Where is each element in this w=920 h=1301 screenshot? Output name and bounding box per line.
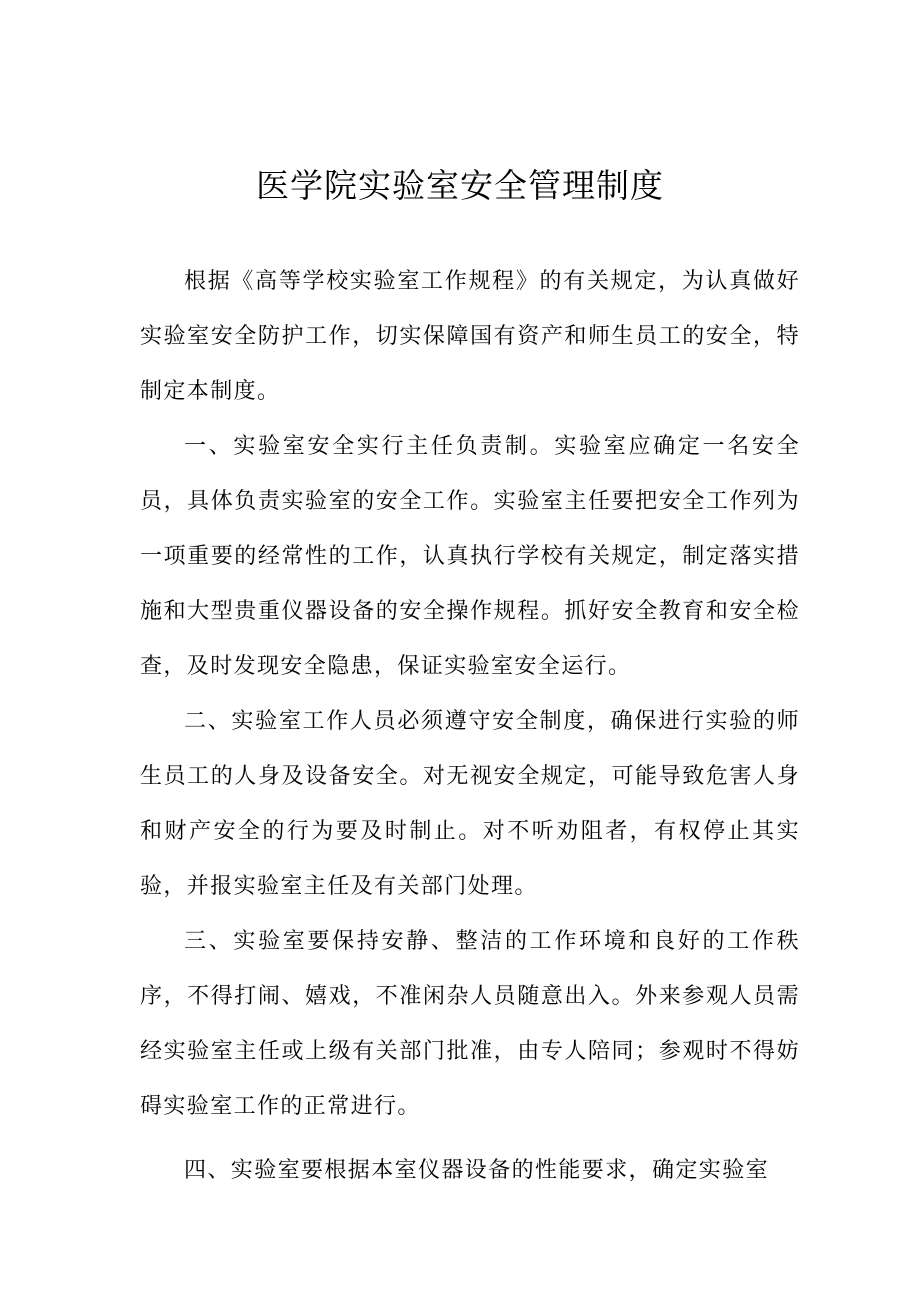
document-title: 医学院实验室安全管理制度: [256, 166, 664, 205]
paragraph-section-four: 四、实验室要根据本室仪器设备的性能要求，确定实验室: [184, 1158, 770, 1183]
paragraph-section-three: 三、实验室要保持安静、整洁的工作环境和良好的工作秩序，不得打闹、嬉戏，不准闲杂人员随意出入。外来参观人员需经实验室主任或上级有关部门批准，由专人陪同；参观时不得妨碍实验室工作的正常进行。: [140, 929, 800, 1119]
paragraph-intro: 根据《高等学校实验室工作规程》的有关规定，为认真做好实验室安全防护工作，切实保障国有资产和师生员工的安全，特制定本制度。: [140, 269, 800, 404]
paragraph-section-one: 一、实验室安全实行主任负责制。实验室应确定一名安全员，具体负责实验室的安全工作。实验室主任要把安全工作列为一项重要的经常性的工作，认真执行学校有关规定，制定落实措施和大型贵重仪器设备的安全操作规程。抓好安全教育和安全检查，及时发现安全隐患，保证实验室安全运行。: [140, 434, 800, 679]
paragraph-section-two: 二、实验室工作人员必须遵守安全制度，确保进行实验的师生员工的人身及设备安全。对无视安全规定，可能导致危害人身和财产安全的行为要及时制止。对不听劝阻者，有权停止其实验，并报实验室主任及有关部门处理。: [140, 709, 800, 899]
